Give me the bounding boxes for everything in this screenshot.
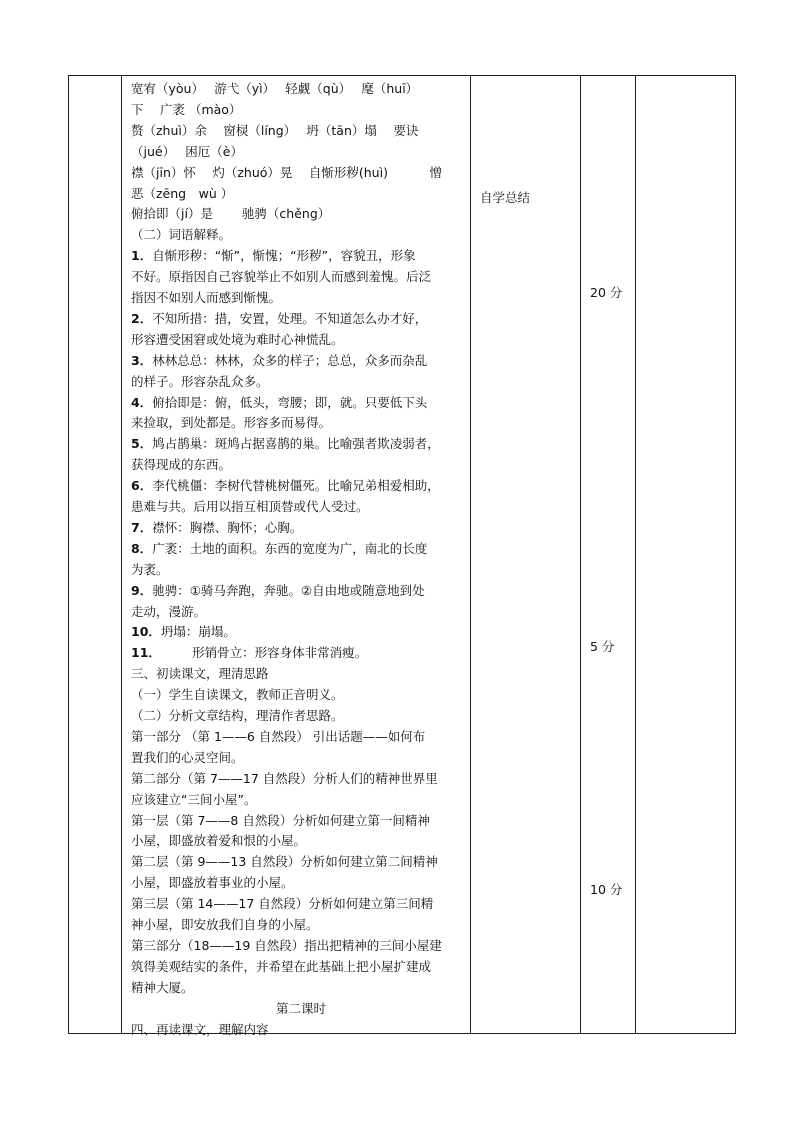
line-text: 第一层（第 7——8 自然段）分析如何建立第一间精神: [131, 812, 430, 828]
line-text: 第二课时: [275, 1000, 326, 1016]
item-number: 7．: [131, 519, 153, 535]
text-line: [131, 896, 433, 912]
line-text: 第二层（第 9——13 自然段）分析如何建立第二间精神: [131, 854, 438, 870]
line-text: 的样子。形容杂乱众多。: [131, 373, 269, 389]
text-line: [131, 813, 430, 829]
column-divider: [580, 76, 581, 1033]
column-divider: [635, 76, 636, 1033]
text-line: [131, 102, 241, 118]
line-text: 第一部分 （第 1——6 自然段） 引出话题——如何布: [131, 728, 426, 744]
text-line: [131, 604, 206, 620]
item-number: 5．: [131, 436, 153, 452]
line-text: 形销骨立：形容身体非常消瘦。: [154, 645, 368, 661]
item-number: 6．: [131, 478, 153, 494]
line-text: 获得现成的东西。: [131, 457, 232, 473]
line-text: 神小屋，即安放我们自身的小屋。: [131, 917, 319, 932]
text-line: [131, 395, 427, 411]
line-text: 筑得美观结实的条件，并希望在此基础上把小屋扩建成: [131, 958, 432, 974]
time-allocation: 5 分: [590, 639, 615, 654]
line-text: 赘（zhuì）余 窗棂（líng） 坍（tān）塌 要诀: [131, 122, 419, 138]
text-line: [131, 980, 194, 996]
text-line: [131, 415, 331, 431]
line-text: 指因不如别人而感到惭愧。: [131, 290, 282, 305]
item-number: 9．: [131, 582, 153, 598]
text-line: [131, 645, 367, 661]
line-text: 置我们的心灵空间。: [131, 749, 244, 765]
item-number: 10．: [131, 624, 161, 640]
column-divider: [470, 76, 471, 1033]
line-text: 俯拾即是：俯，低头，弯腰；即，就。只要低下头: [152, 394, 428, 410]
item-number: 11．: [131, 645, 155, 661]
line-text: 第三部分（18——19 自然段）指出把精神的三间小屋建: [131, 937, 442, 953]
line-text: 患难与共。后用以指互相顶替或代人受过。: [131, 499, 369, 514]
item-number: 4．: [131, 394, 153, 410]
line-text: 形容遭受困窘或处境为难时心神慌乱。: [131, 331, 344, 347]
text-line: [131, 666, 269, 682]
line-text: 驰骋：①骑马奔跑，奔驰。②自由地或随意地到处: [152, 582, 425, 598]
text-line: [131, 353, 427, 369]
text-line: [131, 833, 306, 849]
text-line: [131, 917, 319, 933]
text-line: [131, 624, 236, 640]
line-text: 襟怀：胸襟、胸怀；心胸。: [152, 519, 303, 535]
text-line: [131, 332, 344, 348]
line-text: 宽宥（yòu） 游弋（yì） 轻觑（qù） 麾（huī）: [131, 81, 419, 96]
line-text: 来捡取，到处都是。形容多而易得。: [131, 415, 332, 431]
text-line: [131, 290, 281, 306]
text-line: [131, 520, 302, 536]
text-line: [131, 541, 427, 557]
line-text: 四、再读课文，理解内容: [131, 1021, 269, 1037]
text-line: [131, 499, 369, 515]
text-line: [131, 248, 416, 264]
line-text: 坍塌：崩塌。: [160, 624, 236, 640]
line-text: 应该建立“三间小屋”。: [131, 791, 257, 807]
line-text: 自惭形秽：“惭”，惭愧；“形秽”，容貌丑，形象: [152, 248, 416, 264]
activity-label: 自学总结: [480, 190, 531, 205]
text-line: [131, 938, 442, 954]
text-line: [131, 875, 294, 891]
line-text: 恶（zēng wù ）: [131, 185, 234, 201]
text-line: [131, 311, 427, 327]
text-line: [131, 478, 440, 494]
text-line: [131, 729, 425, 745]
line-text: 襟（jīn）怀 灼（zhuó）晃 自惭形秽(huì) 憎: [131, 164, 442, 180]
line-text: 精神大厦。: [131, 979, 194, 995]
text-line: [131, 457, 231, 473]
line-text: 俯拾即（jí）是 驰骋（chěng）: [131, 206, 331, 222]
text-line: [131, 227, 231, 243]
line-text: 鸠占鹊巢：斑鸠占据喜鹊的巢。比喻强者欺凌弱者，: [152, 436, 440, 452]
item-number: 3．: [131, 352, 153, 368]
time-allocation: 20 分: [590, 285, 623, 300]
text-line: [131, 206, 330, 222]
line-text: 林林总总：林林，众多的样子；总总，众多而杂乱: [152, 352, 428, 368]
line-text: 小屋，即盛放着事业的小屋。: [131, 875, 294, 891]
line-text: 下 广袤 （mào）: [131, 101, 242, 117]
line-text: （一）学生自读课文，教师正音明义。: [131, 687, 344, 703]
text-line: [131, 750, 244, 766]
section-heading: [131, 1001, 471, 1017]
item-number: 8．: [131, 540, 153, 556]
line-text: 第二部分（第 7——17 自然段）分析人们的精神世界里: [131, 770, 438, 786]
text-line: [131, 436, 440, 452]
item-number: 1．: [131, 248, 153, 264]
line-text: 第三层（第 14——17 自然段）分析如何建立第三间精: [131, 896, 434, 912]
column-divider: [121, 76, 122, 1033]
text-line: [131, 165, 442, 181]
line-text: 小屋，即盛放着爱和恨的小屋。: [131, 833, 307, 849]
text-line: [131, 583, 425, 599]
text-line: [131, 186, 233, 202]
line-text: 广袤：土地的面积。东西的宽度为广，南北的长度: [152, 540, 428, 556]
text-line: [131, 123, 418, 139]
line-text: （二）分析文章结构，理清作者思路。: [131, 708, 344, 723]
text-line: [131, 269, 431, 285]
text-line: [131, 687, 344, 703]
line-text: （二）词语解释。: [131, 227, 232, 243]
line-text: 李代桃僵：李树代替桃树僵死。比喻兄弟相爱相助，: [152, 478, 440, 494]
text-line: [131, 959, 431, 975]
time-allocation: 10 分: [590, 882, 623, 897]
item-number: 2．: [131, 310, 153, 326]
text-line: [131, 854, 438, 870]
text-line: [131, 144, 243, 160]
line-text: 走动，漫游。: [131, 603, 207, 619]
text-line: [131, 1022, 269, 1038]
text-line: [131, 562, 169, 578]
line-text: （jué） 困厄（è）: [131, 143, 243, 159]
lesson-plan-table: [68, 75, 736, 1037]
line-text: 不知所措：措，安置，处理。不知道怎么办才好，: [152, 310, 428, 326]
text-line: [131, 374, 269, 390]
line-text: 为袤。: [131, 561, 169, 577]
text-line: [131, 708, 344, 724]
text-line: [131, 771, 438, 787]
line-text: 三、初读课文，理清思路: [131, 666, 269, 682]
text-line: [131, 792, 256, 808]
line-text: 不好。原指因自己容貌举止不如别人而感到羞愧。后泛: [131, 269, 432, 285]
text-line: [131, 81, 418, 97]
